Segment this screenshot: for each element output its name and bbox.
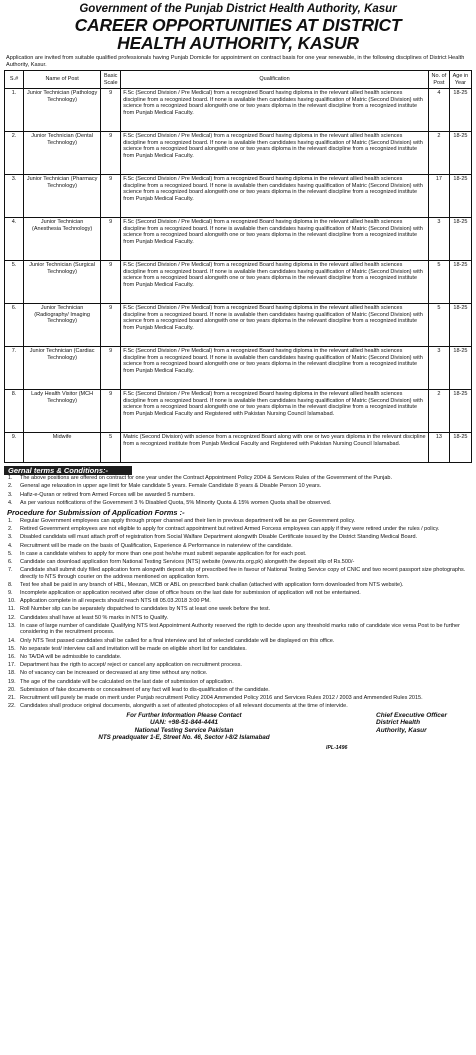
footer (4, 712, 472, 752)
item-text: As per various notifications of the Government 3 % Disabled Quota, 5% Minority Quota & 15% women Quota shall be observed. (20, 499, 332, 506)
row-qualification: F.Sc (Second Division / Pre Medical) from a recognized Board having diploma in the relevant allied health sciences discipline from a recognized board. If none is available then candidates having qualification of Matric (Second Division) with science from a recognized board alongwith one or two years diploma in the relevant discipline from a recognized institute from Punjab Medical Faculty. (121, 304, 429, 347)
item-number: 3. (8, 491, 13, 498)
table-row (5, 347, 472, 390)
header-post-name: Name of Post (24, 71, 101, 89)
row-qualification: F.Sc (Second Division / Pre Medical) from a recognized Board having diploma in the relevant allied health sciences discipline from a recognized board. If none is available then candidates having qualification of Matric (Second Division) with science from a recognized board alongwith one or two years diploma in the relevant discipline from a recognized institute from Punjab Medical Faculty. (121, 261, 429, 304)
row-posts: 17 (428, 175, 449, 218)
item-number: 15. (8, 645, 16, 652)
item-number: 17. (8, 662, 16, 669)
organization-address: NTS preadquater 1-E, Street No. 46, Sector I-8/2 Islamabad (98, 734, 270, 742)
item-text: Regular Government employees can apply through proper channel and their lien in previous department will be as per Government policy. (20, 517, 356, 524)
item-text: No TA/DA will be admissible to candidate. (20, 653, 122, 660)
row-scale: 9 (101, 132, 121, 175)
row-posts: 5 (428, 261, 449, 304)
item-text: Candidate can download application form National Testing Services (NTS) website (www.nts.org.pk) alongwith the deposit slip of Rs.500/- (20, 558, 355, 565)
header-age: Age in Year (449, 71, 471, 89)
row-qualification: F.Sc (Second Division / Pre Medical) from a recognized Board having diploma in the relevant allied health sciences discipline from a recognized board. If none is available then candidates having qualification of Matric (Second Division) with science from a recognized board alongwith one or two years diploma in the relevant discipline from a recognized institute from Punjab Medical Faculty. (121, 218, 429, 261)
vacancy-table (4, 70, 472, 463)
list-item (4, 551, 472, 558)
item-number: 10. (8, 598, 16, 605)
item-number: 8. (8, 581, 13, 588)
item-number: 20. (8, 686, 16, 693)
list-item (4, 559, 472, 566)
item-text: Incomplete application or application received after close of office hours on the last date for submission of application will not be entertained. (20, 590, 361, 597)
item-text: The age of the candidate will be calculated on the last date of submission of application. (20, 678, 234, 685)
item-text: Candidate shall submit duly filled application form alongwith deposit slip of prescribed fee in favour of National Testing Service copy of CNIC and two recent passport size photographs. directly to NTS through courier on the address mentioned on application form. (20, 567, 466, 580)
row-age: 18-25 (449, 218, 471, 261)
list-item (4, 567, 472, 580)
row-qualification: F.Sc (Second Division / Pre Medical) from a recognized Board having diploma in the relevant allied health sciences discipline from a recognized board. If none is available then candidates having qualification of Matric (Second Division) with science from a recognized board alongwith one or two years diploma in the relevant discipline from a recognized institute from Punjab Medical Faculty. (121, 347, 429, 390)
row-qualification: F.Sc (Second Division / Pre Medical) from a recognized Board having diploma in the relevant allied health sciences discipline from a recognized board. If none is available then candidates having qualification of Matric (Second Division) with science from a recognized board alongwith one or two years diploma in the relevant discipline from a recognized institute from Punjab Medical Faculty. (121, 175, 429, 218)
row-post-name: Midwife (24, 433, 101, 463)
procedure-heading: Procedure for Submission of Application Forms :- (7, 507, 185, 517)
item-text: Hafiz-e-Quran or retired from Armed Forces will be awarded 5 numbers. (20, 491, 195, 498)
list-item (4, 543, 472, 550)
list-item (4, 598, 472, 605)
header-qualification: Qualification (121, 71, 429, 89)
item-text: Department has the rigth to accept/ reject or cancel any application on recruitment process. (20, 662, 242, 669)
page-title-line1: CAREER OPPORTUNITIES AT DISTRICT (74, 15, 402, 35)
officer-title: Chief Executive Officer (376, 711, 448, 719)
item-text: Only NTS Test passed candidates shall be called for a final interview and list of selected candidate will be displayed on this office. (20, 637, 335, 644)
list-item (4, 475, 472, 482)
table-row (5, 218, 472, 261)
row-sn: 5. (5, 261, 24, 304)
row-post-name: Junior Technician (Dental Technology) (24, 132, 101, 175)
list-item (4, 679, 472, 686)
item-number: 3. (8, 534, 13, 541)
list-item (4, 654, 472, 661)
item-text: Candidates shall have at least 50 % marks in NTS to Qualify. (20, 614, 169, 621)
government-heading: Government of the Punjab District Health Authority, Kasur (79, 3, 397, 15)
item-number: 21. (8, 694, 16, 701)
page-title-line2: HEALTH AUTHORITY, KASUR (117, 33, 359, 53)
row-post-name: Junior Technician (Pharmacy Technology) (24, 175, 101, 218)
list-item (4, 623, 472, 636)
row-age: 18-25 (449, 132, 471, 175)
row-post-name: Junior Technician (Cardiac Technology) (24, 347, 101, 390)
row-sn: 8. (5, 390, 24, 433)
header-sn: S.# (5, 71, 24, 89)
row-scale: 5 (101, 433, 121, 463)
row-scale: 9 (101, 89, 121, 132)
procedure-list (4, 518, 472, 710)
table-row (5, 175, 472, 218)
list-item (4, 534, 472, 541)
list-item (4, 518, 472, 525)
item-number: 13. (8, 622, 16, 629)
row-sn: 1. (5, 89, 24, 132)
item-number: 14. (8, 637, 16, 644)
item-text: Candidates shall produce original documents, alongwith a set of attested photocopies of all relevant documents at the time of intervide. (20, 703, 348, 710)
item-text: Disabled candidats will must attach proff of registration from Social Walfare Department alongwith Disable Certificate issued by the District Standing Medical Board. (20, 534, 418, 541)
row-scale: 9 (101, 390, 121, 433)
row-age: 18-25 (449, 175, 471, 218)
row-post-name: Junior Technician (Surgical Technology) (24, 261, 101, 304)
row-posts: 13 (428, 433, 449, 463)
row-scale: 9 (101, 175, 121, 218)
row-sn: 9. (5, 433, 24, 463)
row-sn: 4. (5, 218, 24, 261)
uan-number: UAN: +98-51-844-4441 (149, 719, 219, 727)
row-qualification: Matric (Second Division) with science from a recognized Board along with one or two years diploma in the relevant discipline from a recognized institute from Punjab Medical Faculty and Registered with Pakistan Nursing Council Islamabad. (121, 433, 429, 463)
item-text: Recruitment will purely be made on merit under Punjab recruitment Policy 2004 Ammended Policy 2016 and Services Rules 2012 / 2003 and Ammended Rules 2015. (20, 694, 423, 701)
item-text: General age relaxation in upper age limit for Male candidate 5 years. Female Candidate 8 years & Disable Person 10 years. (20, 483, 322, 490)
item-text: The above positions are offered on contract for one year under the Contract Appointment Policy 2004 & Services Rules of the Government of the Punjab. (20, 475, 392, 482)
row-posts: 4 (428, 89, 449, 132)
row-sn: 3. (5, 175, 24, 218)
item-text: Submission of fake documents or concealment of any fact will lead to dis-qualification of the candidate. (20, 686, 270, 693)
intro-paragraph: Application are invited from suitable qualified professionals having Punjab Domicile for appointment on contract basis for one year renewable, in the following disciplines of District Health Authority, Kasur. (6, 55, 465, 68)
item-number: 9. (8, 590, 13, 597)
row-age: 18-25 (449, 390, 471, 433)
item-number: 2. (8, 526, 13, 533)
row-post-name: Junior Technician (Pathology Technology) (24, 89, 101, 132)
item-number: 11. (8, 606, 16, 613)
item-text: Test fee shall be paid in any branch of HBL, Meezan, MCB or ABL on prescribed bank challan (attached with application form downloaded from NTS website). (20, 581, 404, 588)
item-text: Application complete in all respects should reach NTS till 05.03.2018 3:00 PM. (20, 598, 211, 605)
list-item (4, 483, 472, 490)
row-post-name: Junior Technician (Anesthesia Technology) (24, 218, 101, 261)
table-row (5, 89, 472, 132)
row-scale: 9 (101, 218, 121, 261)
list-item (4, 526, 472, 533)
list-item (4, 492, 472, 499)
advertisement-page (4, 3, 472, 1049)
row-sn: 7. (5, 347, 24, 390)
row-posts: 5 (428, 304, 449, 347)
general-terms-heading: Gernal terms & Conditions:- (4, 466, 132, 475)
table-row (5, 390, 472, 433)
officer-department: District Health (376, 719, 421, 727)
item-text: In case of large number of candidate Qualifying NTS test Appointment Authority reserved the rigth to decide upon any threshold marks ratio of candidate vice versa Post to be further considering in the recruitment process. (20, 622, 460, 636)
row-scale: 9 (101, 261, 121, 304)
row-age: 18-25 (449, 261, 471, 304)
item-number: 1. (8, 475, 13, 482)
ipl-code: IPL-1496 (326, 744, 348, 751)
item-number: 16. (8, 653, 16, 660)
row-age: 18-25 (449, 89, 471, 132)
row-age: 18-25 (449, 433, 471, 463)
list-item (4, 670, 472, 677)
row-posts: 2 (428, 390, 449, 433)
row-scale: 9 (101, 347, 121, 390)
item-text: In case a candidate wishes to apply for more than one post he/she must submit separate application for for each post. (20, 550, 307, 557)
item-text: No of vacancy can be increased or decreased at any time without any notice. (20, 670, 208, 677)
item-number: 4. (8, 499, 13, 506)
item-number: 7. (8, 567, 13, 574)
item-number: 12. (8, 614, 16, 621)
row-qualification: F.Sc (Second Division / Pre Medical) from a recognized Board having diploma in the relevant allied health sciences discipline from a recognized board. If none is available then candidates having qualification of Matric (Second Division) with science from a recognized board alongwith one or two years diploma in the relevant discipline from a recognized institute from Punjab Medical Faculty and Registered with Pakistan Nursing Council Islamabad. (121, 390, 429, 433)
item-number: 2. (8, 483, 13, 490)
row-sn: 6. (5, 304, 24, 347)
row-age: 18-25 (449, 304, 471, 347)
table-row (5, 304, 472, 347)
item-number: 22. (8, 703, 16, 710)
list-item (4, 606, 472, 613)
organization-name: National Testing Service Pakistan (134, 726, 234, 734)
item-text: Roll Number slip can be separately dispatched to candidates by NTS at least one week before the test. (20, 606, 271, 613)
list-item (4, 687, 472, 694)
table-header-row (5, 71, 472, 89)
item-number: 18. (8, 670, 16, 677)
item-number: 5. (8, 550, 13, 557)
item-number: 19. (8, 678, 16, 685)
item-number: 4. (8, 542, 13, 549)
contact-heading: For Further Information Please Contact (126, 711, 242, 719)
table-row (5, 433, 472, 463)
list-item (4, 646, 472, 653)
list-item (4, 703, 472, 710)
table-row (5, 261, 472, 304)
list-item (4, 615, 472, 622)
item-number: 6. (8, 558, 13, 565)
row-qualification: F.Sc (Second Division / Pre Medical) from a recognized Board having diploma in the relevant allied health sciences discipline from a recognized board. If none is available then candidates having qualification of Matric (Second Division) with science from a recognized board alongwith one or two years diploma in the relevant discipline from a recognized institute from Punjab Medical Faculty. (121, 132, 429, 175)
list-item (4, 638, 472, 645)
header-basic-scale: Basic Scale (101, 71, 121, 89)
row-sn: 2. (5, 132, 24, 175)
row-qualification: F.Sc (Second Division / Pre Medical) from a recognized Board having diploma in the relevant allied health sciences discipline from a recognized board. If none is available then candidates having qualification of Matric (Second Division) with science from a recognized board alongwith one or two years diploma in the relevant discipline from a recognized institute from Punjab Medical Faculty. (121, 89, 429, 132)
row-post-name: Lady Health Visitor (MCH Technology) (24, 390, 101, 433)
list-item (4, 500, 472, 507)
officer-block (376, 712, 472, 735)
officer-location: Authority, Kasur (376, 727, 427, 735)
contact-block (84, 712, 284, 742)
row-post-name: Junior Technician (Radiography/ Imaging Technology) (24, 304, 101, 347)
row-posts: 3 (428, 347, 449, 390)
list-item (4, 695, 472, 702)
list-item (4, 590, 472, 597)
row-posts: 3 (428, 218, 449, 261)
item-text: Retired Government employees are not eligible to apply for contract appointment but retired Armed Forcess employees can apply if they were retired under the rules / policy. (20, 526, 440, 533)
table-row (5, 132, 472, 175)
header-no-of-post: No. of Post (428, 71, 449, 89)
item-text: Recruitment will be made on the basis of Qualification, Experience & Performance in naterview of the candidate. (20, 542, 293, 549)
list-item (4, 582, 472, 589)
general-terms-list (4, 475, 472, 506)
list-item (4, 662, 472, 669)
row-age: 18-25 (449, 347, 471, 390)
item-text: No separate test/ interview call and invitation will be made on eligible short list for candidates. (20, 645, 247, 652)
item-number: 1. (8, 517, 13, 524)
row-scale: 9 (101, 304, 121, 347)
row-posts: 2 (428, 132, 449, 175)
